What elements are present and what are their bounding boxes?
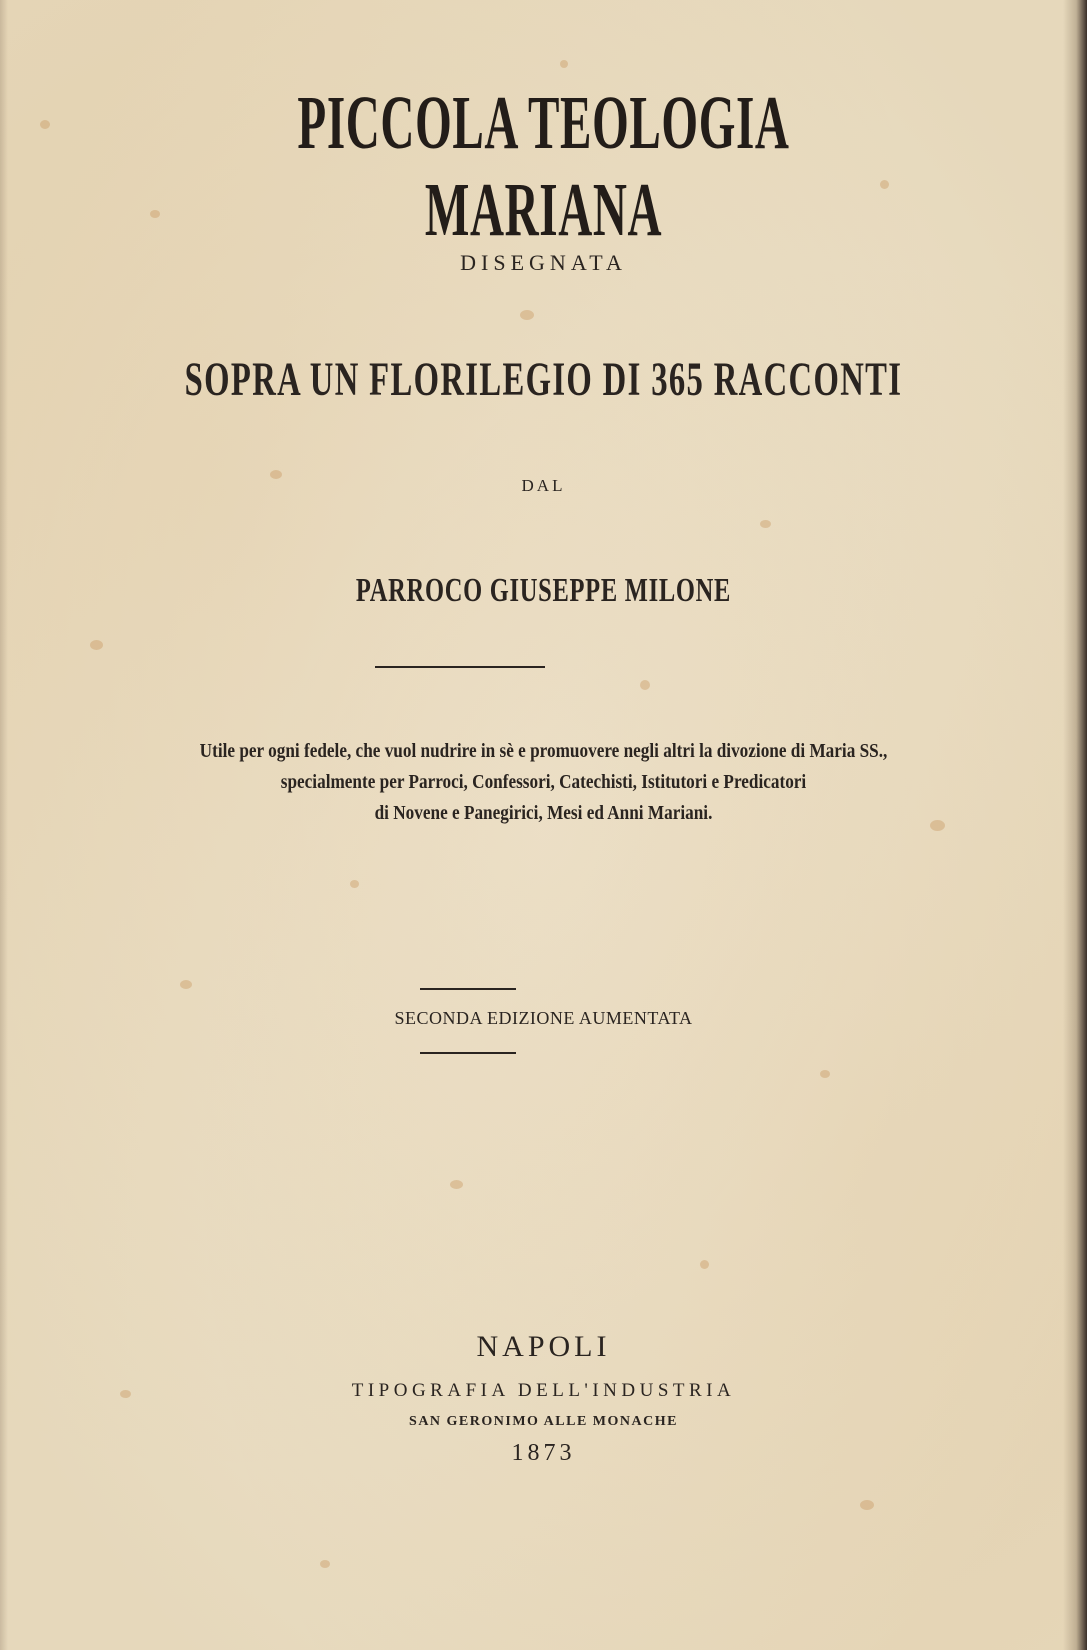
description-line: di Novene e Panegirici, Mesi ed Anni Mariani. (374, 802, 713, 824)
foxing-stain (350, 880, 359, 888)
printer-name: TIPOGRAFIA DELL'INDUSTRIA (351, 1380, 736, 1401)
author-name: PARROCO GIUSEPPE MILONE (355, 572, 732, 609)
disegnata-label: DISEGNATA (460, 250, 627, 275)
foxing-stain (40, 120, 50, 129)
divider-rule (420, 1052, 516, 1054)
page-edge-right (1063, 0, 1087, 1650)
foxing-stain (90, 640, 103, 650)
description-line: Utile per ogni fedele, che vuol nudrire in sè e promuovere negli altri la divozione di Maria SS., (199, 740, 888, 762)
foxing-stain (320, 1560, 330, 1568)
divider-rule (375, 666, 545, 668)
page-edge-left (0, 0, 8, 1650)
edition-label: SECONDA EDIZIONE AUMENTATA (394, 1008, 693, 1028)
foxing-stain (180, 980, 192, 989)
book-title: PICCOLA TEOLOGIA MARIANA (297, 81, 790, 252)
foxing-stain (860, 1500, 874, 1510)
foxing-stain (760, 520, 771, 528)
by-label: DAL (521, 476, 566, 495)
printer-address: SAN GERONIMO ALLE MONACHE (409, 1414, 678, 1429)
description-line: specialmente per Parroci, Confessori, Catechisti, Istitutori e Predicatori (280, 771, 807, 793)
foxing-stain (700, 1260, 709, 1269)
book-subtitle: SOPRA UN FLORILEGIO DI 365 RACCONTI (184, 353, 903, 406)
foxing-stain (880, 180, 889, 189)
foxing-stain (150, 210, 160, 218)
foxing-stain (820, 1070, 830, 1078)
foxing-stain (560, 60, 568, 68)
description (76, 736, 1011, 829)
foxing-stain (450, 1180, 463, 1189)
foxing-stain (520, 310, 534, 320)
publication-year: 1873 (511, 1440, 576, 1466)
divider-rule (420, 988, 516, 990)
publication-city: NAPOLI (476, 1330, 611, 1363)
foxing-stain (640, 680, 650, 690)
